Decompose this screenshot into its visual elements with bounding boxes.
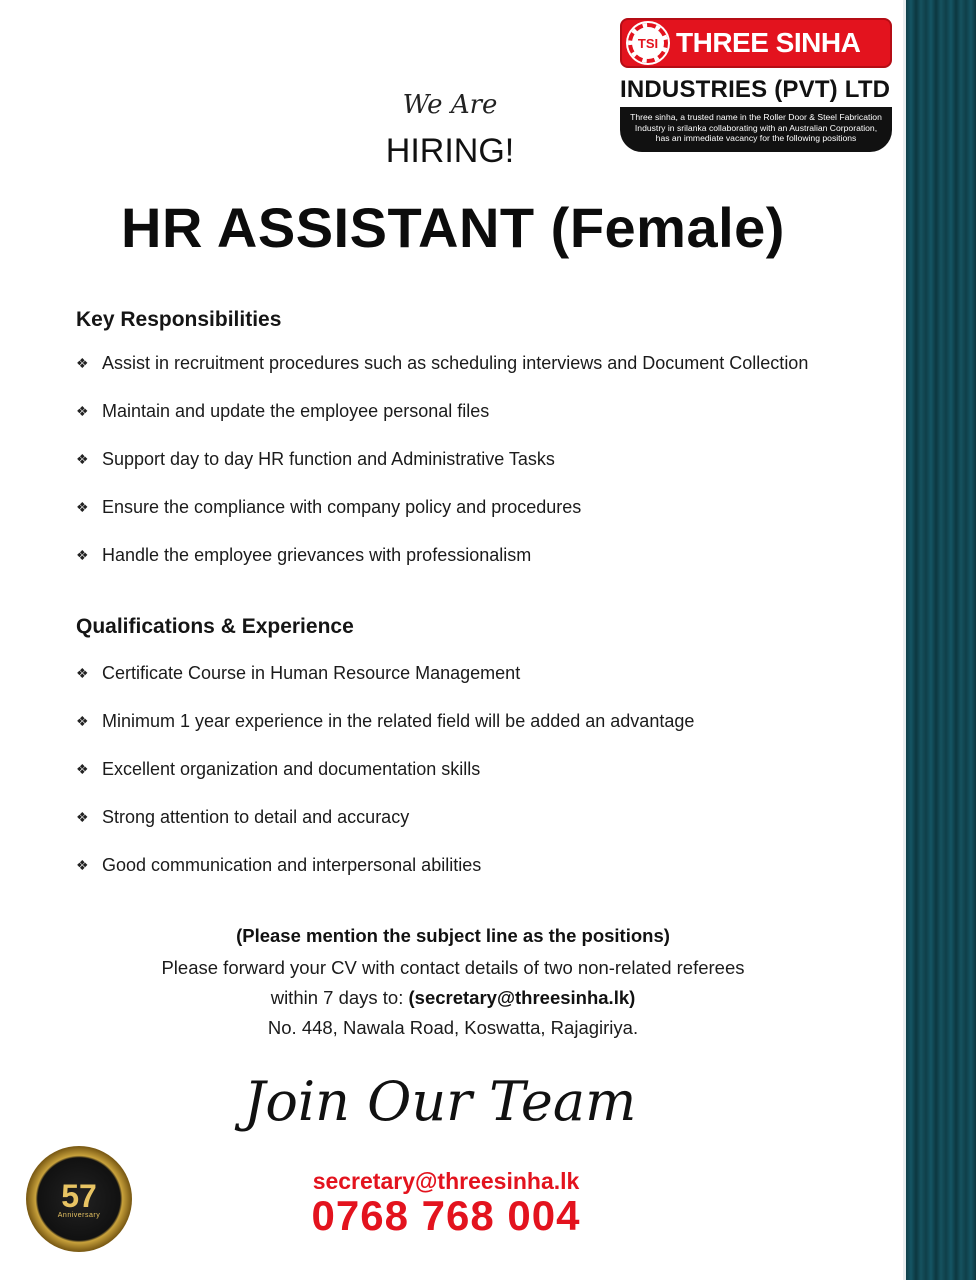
brand-name: THREE SINHA [676, 27, 861, 58]
contact-phone[interactable]: 0768 768 004 [311, 1192, 581, 1239]
diamond-bullet-icon: ❖ [76, 499, 89, 515]
diamond-bullet-icon: ❖ [76, 451, 89, 467]
qualifications-heading: Qualifications & Experience [76, 615, 354, 638]
deadline-text: within 7 days to: [270, 987, 409, 1008]
list-item [76, 496, 808, 544]
list-item-text: Support day to day HR function and Administrative Tasks [102, 449, 555, 469]
diamond-bullet-icon: ❖ [76, 857, 89, 873]
diamond-bullet-icon: ❖ [76, 713, 89, 729]
list-item [76, 662, 694, 710]
list-item-text: Excellent organization and documentation skills [102, 759, 481, 779]
subject-line-note: (Please mention the subject line as the positions) [236, 925, 670, 946]
list-item-text: Certificate Course in Human Resource Management [102, 663, 521, 683]
list-item-text: Handle the employee grievances with professionalism [102, 545, 532, 565]
diamond-bullet-icon: ❖ [76, 403, 89, 419]
anniversary-badge [26, 1146, 132, 1252]
hiring-text: HIRING! [385, 132, 515, 170]
forward-cv-text: Please forward your CV with contact details of two non-related referees [161, 957, 745, 978]
company-logo [620, 18, 892, 152]
diamond-bullet-icon: ❖ [76, 761, 89, 777]
logo-mark: TSI [637, 35, 659, 51]
decorative-stripe [906, 0, 976, 1280]
deadline-line [0, 987, 906, 1009]
list-item [76, 400, 808, 448]
diamond-bullet-icon: ❖ [76, 355, 89, 371]
list-item [76, 806, 694, 854]
logo-banner [620, 18, 892, 68]
list-item [76, 758, 694, 806]
diamond-bullet-icon: ❖ [76, 665, 89, 681]
list-item [76, 448, 808, 496]
anniversary-number: 57 [61, 1177, 97, 1214]
contact-email-link[interactable]: secretary@threesinha.lk [312, 1168, 580, 1194]
diamond-bullet-icon: ❖ [76, 547, 89, 563]
gear-icon [628, 23, 668, 63]
responsibilities-heading: Key Responsibilities [76, 308, 282, 331]
we-are-text: We Are [402, 90, 498, 120]
anniversary-label: Anniversary [57, 1211, 101, 1219]
qualifications-list [76, 662, 694, 902]
job-title: HR ASSISTANT (Female) [121, 196, 785, 259]
list-item-text: Maintain and update the employee personal files [102, 401, 490, 421]
list-item [76, 544, 808, 592]
list-item [76, 854, 694, 902]
list-item-text: Strong attention to detail and accuracy [102, 807, 410, 827]
list-item-text: Assist in recruitment procedures such as scheduling interviews and Document Collection [102, 353, 809, 373]
list-item-text: Ensure the compliance with company policy and procedures [102, 497, 582, 517]
list-item [76, 710, 694, 758]
join-our-team-heading: Join Our Team [243, 1070, 637, 1133]
diamond-bullet-icon: ❖ [76, 809, 89, 825]
apply-email-link[interactable]: (secretary@threesinha.lk) [408, 987, 636, 1008]
list-item-text: Good communication and interpersonal abilities [102, 855, 482, 875]
list-item [76, 352, 808, 400]
company-description: Three sinha, a trusted name in the Roller Door & Steel Fabrication Industry in srilanka collaborating with an Australian Corporation, has an immediate vacancy for the following positions [620, 107, 892, 152]
responsibilities-list [76, 352, 808, 592]
company-address: No. 448, Nawala Road, Koswatta, Rajagiriya. [267, 1017, 639, 1038]
list-item-text: Minimum 1 year experience in the related field will be added an advantage [102, 711, 695, 731]
company-subtitle: INDUSTRIES (PVT) LTD [620, 76, 891, 103]
